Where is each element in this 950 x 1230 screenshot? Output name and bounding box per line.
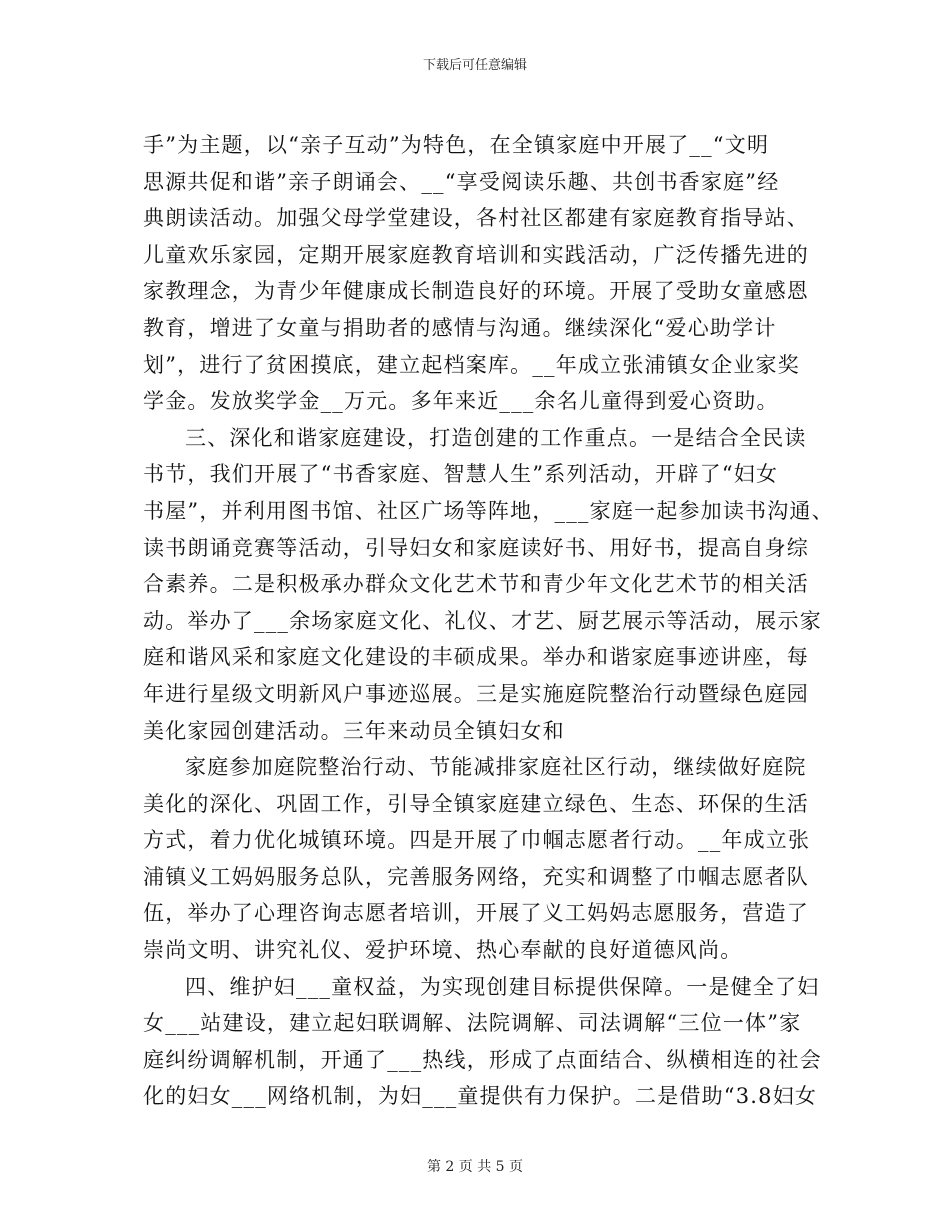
text-line: 教育，增进了女童与捐助者的感情与沟通。继续深化“爱心助学计 [143, 315, 777, 340]
text-line: 思源共促和谐”亲子朗诵会、__“享受阅读乐趣、共创书香家庭”经 [143, 169, 780, 194]
text-line: 划”，进行了贫困摸底，建立起档案库。__年成立张浦镇女企业家奖 [143, 352, 800, 377]
page-footer: 第 2 页 共 5 页 [426, 1159, 524, 1175]
text-line: 伍，举办了心理咨询志愿者培训，开展了义工妈妈志愿服务，营造了 [143, 901, 809, 926]
text-line: 化的妇女___网络机制，为妇___童提供有力保护。二是借助“3.8妇女 [143, 1084, 818, 1109]
text-line: 儿童欢乐家园，定期开展家庭教育培训和实践活动，广泛传播先进的 [143, 242, 809, 267]
text-line: 女___站建设，建立起妇联调解、法院调解、司法调解“三位一体”家 [143, 1011, 802, 1036]
text-line: 三、深化和谐家庭建设，打造创建的工作重点。一是结合全民读 [185, 425, 807, 450]
document-body [143, 127, 834, 1115]
text-line: 美化的深化、巩固工作，引导全镇家庭建立绿色、生态、环保的生活 [143, 791, 809, 816]
text-line: 学金。发放奖学金__万元。多年来近___余名儿童得到爱心资助。 [143, 389, 779, 414]
text-line: 典朗读活动。加强父母学堂建设，各村社区都建有家庭教育指导站、 [143, 206, 809, 231]
text-line: 方式，着力优化城镇环境。四是开展了巾帼志愿者行动。__年成立张 [143, 828, 811, 853]
text-line: 崇尚文明、讲究礼仪、爱护环境、热心奉献的良好道德风尚。 [143, 938, 743, 963]
text-line: 庭纠纷调解机制，开通了___热线，形成了点面结合、纵横相连的社会 [143, 1047, 822, 1072]
text-line: 家庭参加庭院整治行动、节能减排家庭社区行动，继续做好庭院 [185, 755, 807, 780]
text-line: 书屋”，并利用图书馆、社区广场等阵地，___家庭一起参加读书沟通、 [143, 498, 834, 523]
text-line: 书节，我们开展了“书香家庭、智慧人生”系列活动，开辟了“妇女 [143, 462, 779, 487]
text-line: 动。举办了___余场家庭文化、礼仪、才艺、厨艺展示等活动，展示家 [143, 608, 822, 633]
text-line: 读书朗诵竞赛等活动，引导妇女和家庭读好书、用好书，提高自身综 [143, 535, 809, 560]
text-line: 家教理念，为青少年健康成长制造良好的环境。开展了受助女童感恩 [143, 279, 809, 304]
text-line: 年进行星级文明新风户事迹巡展。三是实施庭院整治行动暨绿色庭园 [143, 681, 809, 706]
page-header: 下载后可任意编辑 [422, 58, 527, 73]
text-line: 浦镇义工妈妈服务总队，完善服务网络，充实和调整了巾帼志愿者队 [143, 864, 809, 889]
text-line: 美化家园创建活动。三年来动员全镇妇女和 [143, 718, 565, 743]
text-line: 庭和谐风采和家庭文化建设的丰硕成果。举办和谐家庭事迹讲座，每 [143, 645, 809, 670]
text-line: 手”为主题，以“亲子互动”为特色，在全镇家庭中开展了__“文明 [143, 133, 770, 157]
text-line: 四、维护妇___童权益，为实现创建目标提供保障。一是健全了妇 [185, 974, 820, 999]
text-line: 合素养。二是积极承办群众文化艺术节和青少年文化艺术节的相关活 [143, 572, 809, 597]
